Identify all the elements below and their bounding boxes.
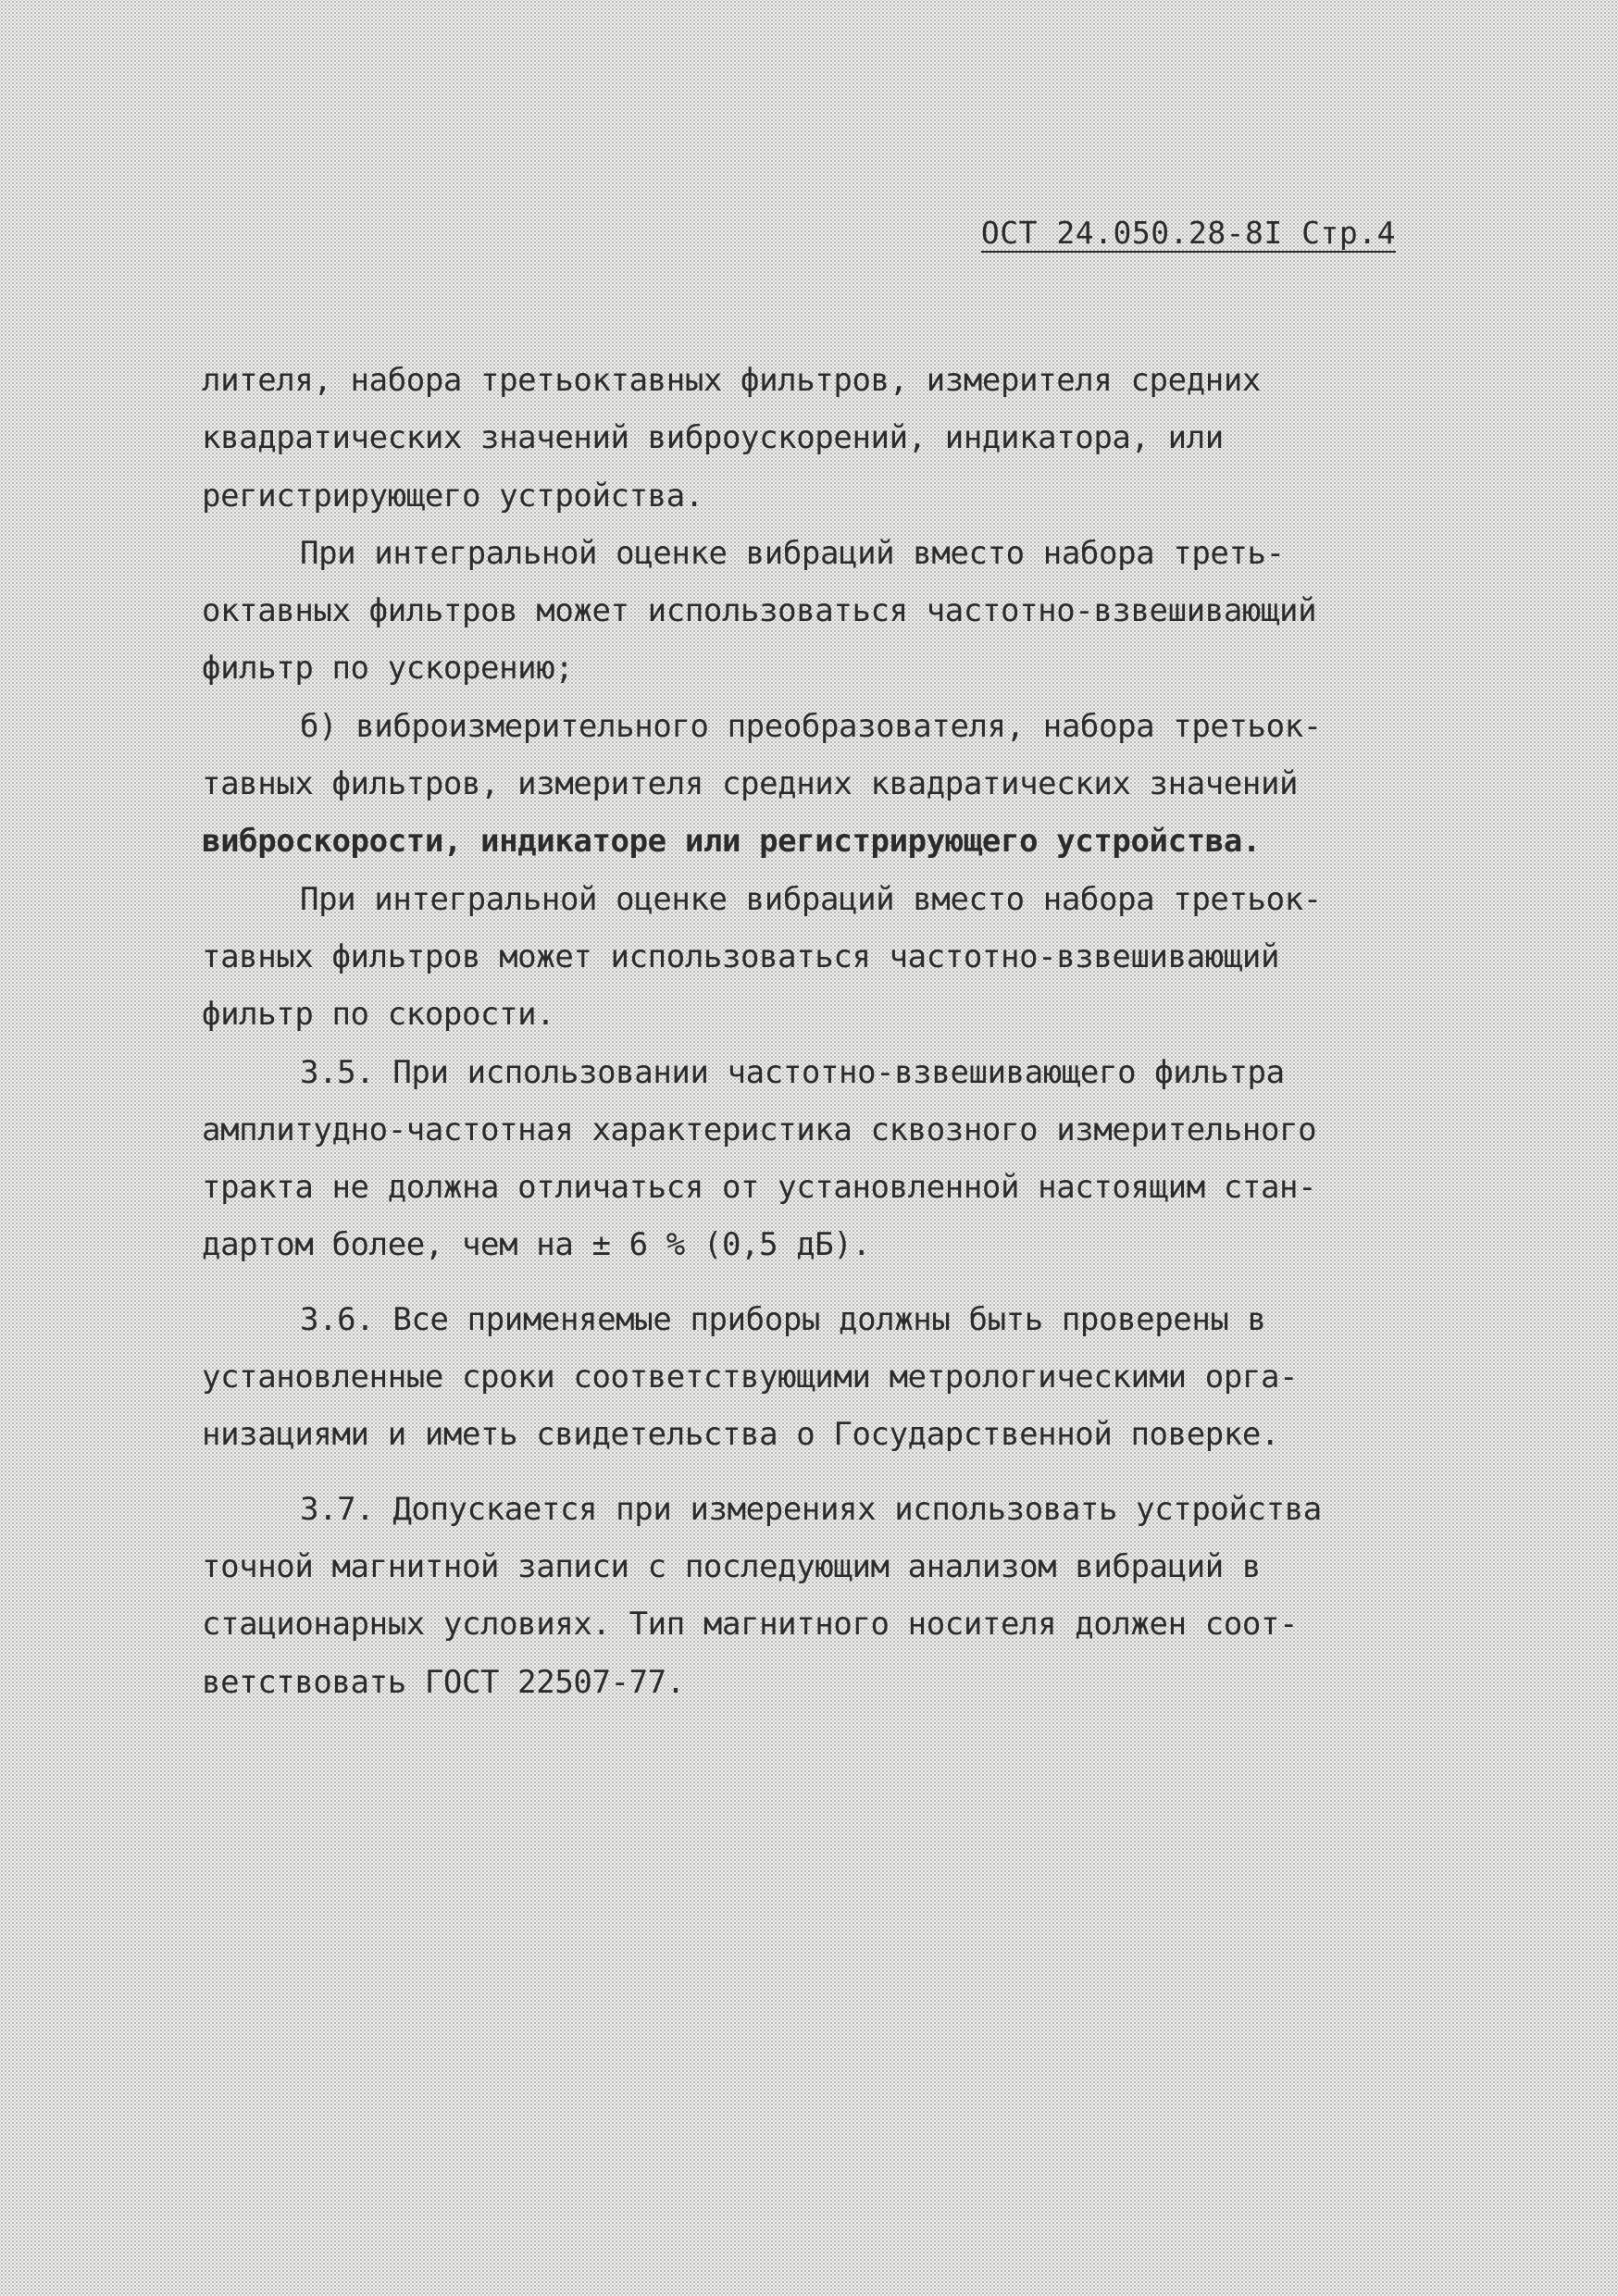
text-line: лителя, набора третьоктавных фильтров, измерителя средних — [202, 362, 1261, 399]
text-line: стационарных условиях. Тип магнитного носителя должен соот- — [202, 1606, 1299, 1644]
text-line: октавных фильтров может использоваться частотно-взвешивающий — [202, 592, 1317, 630]
text-line: тавных фильтров может использоваться частотно-взвешивающий — [202, 937, 1280, 975]
section-3-5-heading: 3.5. При использовании частотно-взвешивающего фильтра — [300, 1053, 1285, 1091]
text-line: установленные сроки соответствующими метрологическими орга- — [202, 1359, 1299, 1396]
text-line: фильтр по ускорению; — [202, 650, 574, 688]
text-line: ветствовать ГОСТ 22507-77. — [202, 1663, 685, 1701]
text-line: При интегральной оценке вибраций вместо набора третьок- — [300, 880, 1322, 918]
text-line: амплитудно-частотная характеристика сквозного измерительного — [202, 1111, 1317, 1148]
text-line: низациями и иметь свидетельства о Государственной поверке. — [202, 1416, 1280, 1454]
page-header: ОСТ 24.050.28-8I Стр.4 — [980, 215, 1396, 251]
text-line: фильтр по скорости. — [202, 996, 555, 1034]
paragraph-gap — [202, 1464, 1424, 1481]
paragraph-gap — [202, 1274, 1424, 1291]
text-line: виброскорости, индикаторе или регистрирующего устройства. — [202, 823, 1261, 861]
text-line: тавных фильтров, измерителя средних квадратических значений — [202, 765, 1299, 803]
text-line: регистрирующего устройства. — [202, 477, 703, 515]
text-line: дартом более, чем на ± 6 % (0,5 дБ). — [202, 1226, 871, 1264]
document-body — [202, 352, 1424, 1711]
text-line: тракта не должна отличаться от установленной настоящим стан- — [202, 1169, 1317, 1207]
section-3-6-heading: 3.6. Все применяемые приборы должны быть проверены в — [300, 1300, 1266, 1338]
text-line: б) виброизмерительного преобразователя, набора третьок- — [300, 707, 1322, 745]
text-line: При интегральной оценке вибраций вместо набора треть- — [300, 534, 1285, 572]
section-3-7-heading: 3.7. Допускается при измерениях использовать устройства — [300, 1490, 1322, 1528]
text-line: точной магнитной записи с последующим анализом вибраций в — [202, 1547, 1261, 1585]
text-line: квадратических значений виброускорений, индикатора, или — [202, 419, 1224, 457]
